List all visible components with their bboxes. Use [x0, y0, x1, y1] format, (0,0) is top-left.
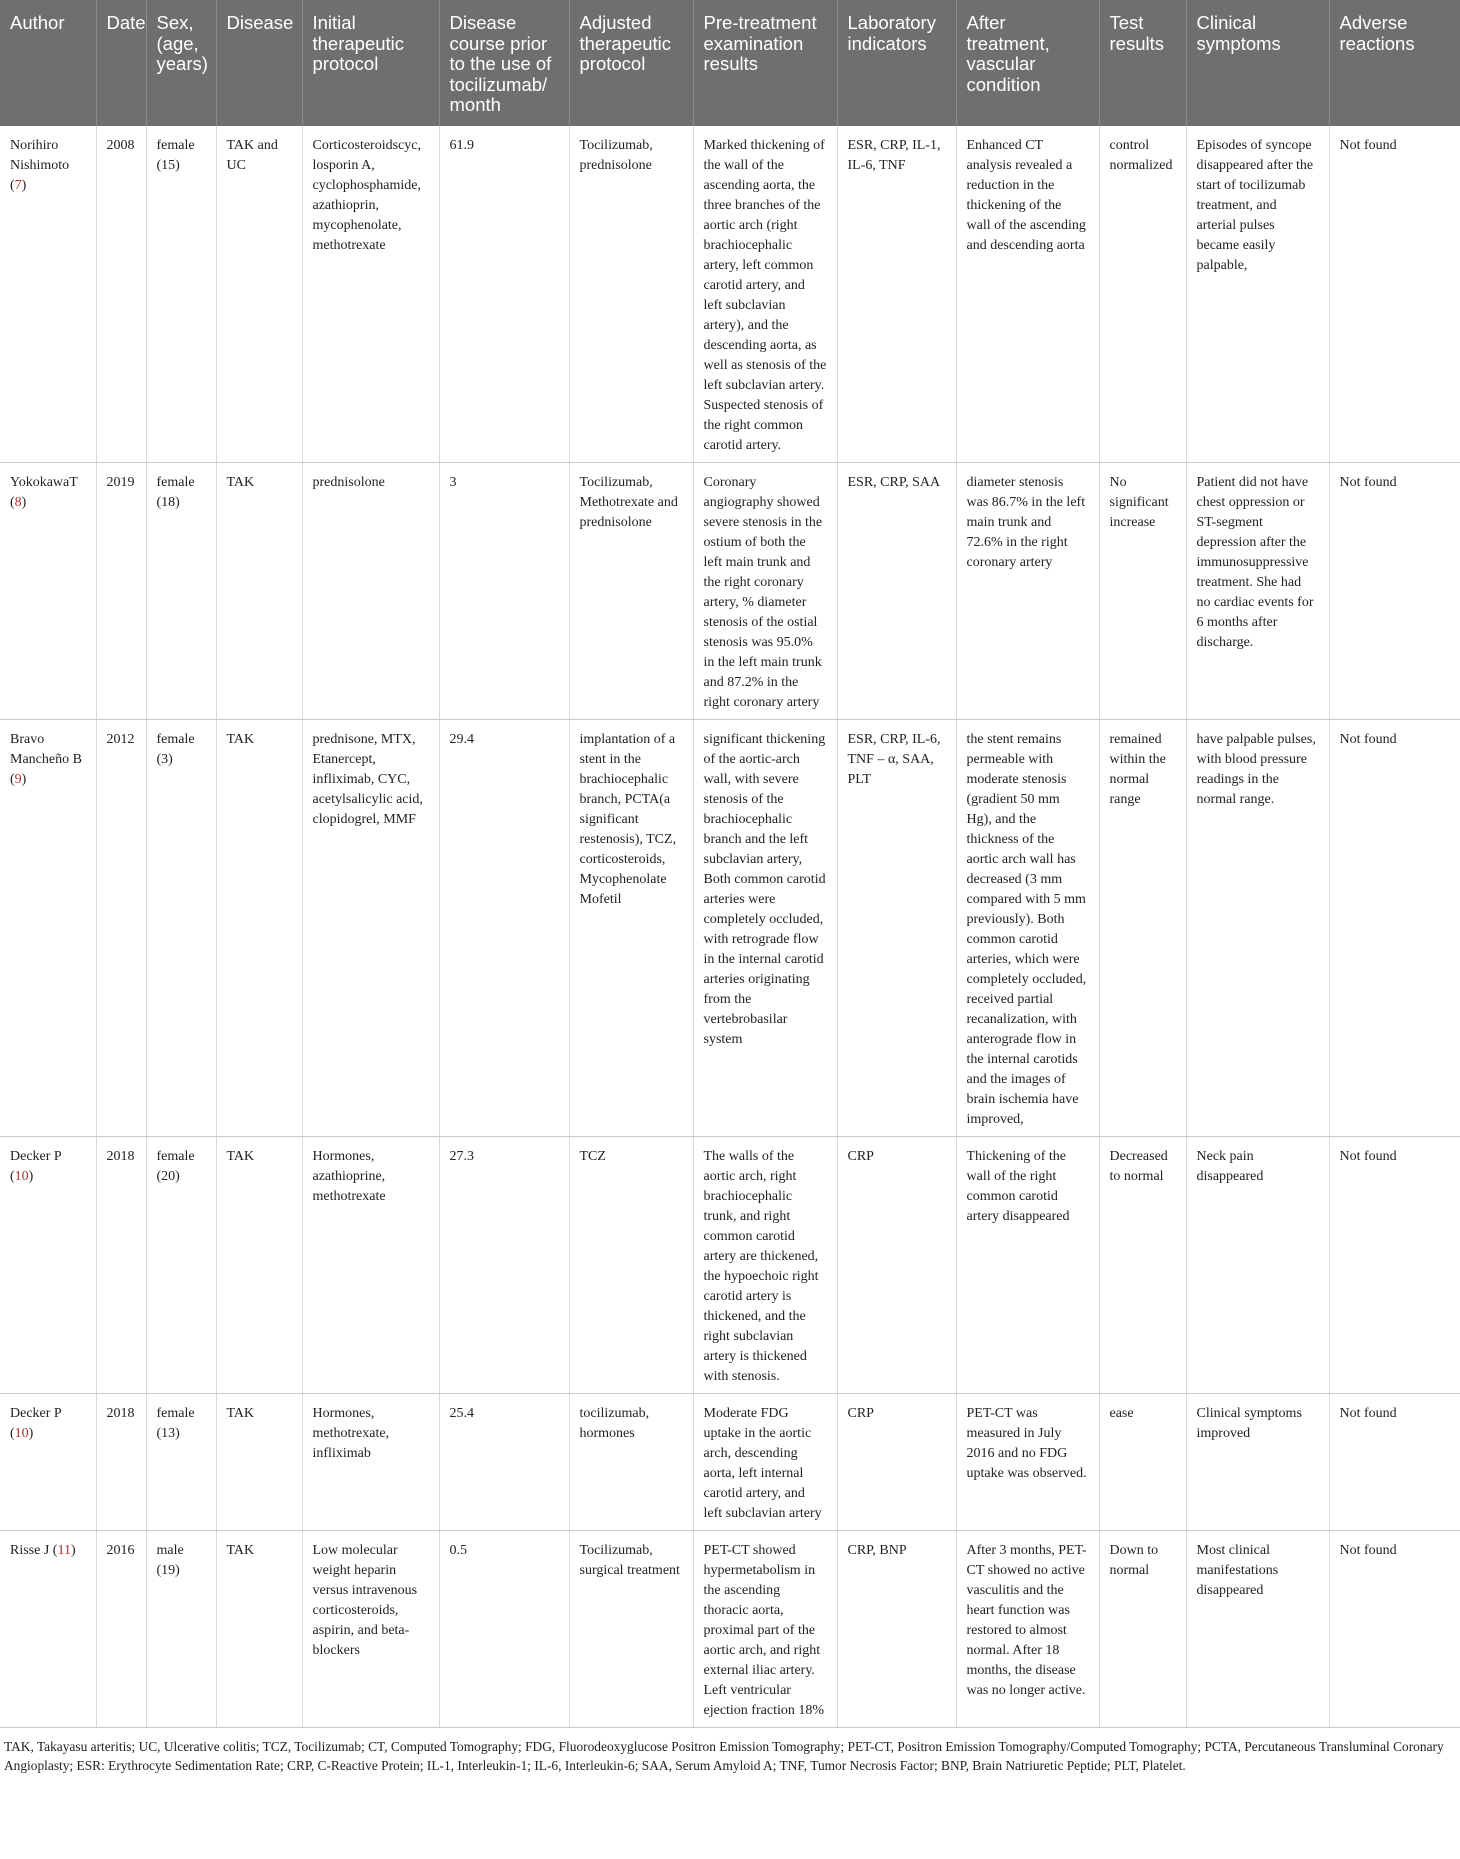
author-name: Norihiro Nishimoto	[10, 137, 70, 173]
cell-course: 27.3	[439, 1136, 569, 1393]
reference-link[interactable]: 11	[57, 1542, 71, 1558]
reference-link[interactable]: 8	[14, 494, 22, 510]
cell-date: 2016	[96, 1530, 146, 1727]
cell-pre: Marked thickening of the wall of the ascending aorta, the three branches of the aortic arch (right brachiocephalic artery, left common carotid artery, and left subclavian artery), and the descending aorta, as well as stenosis of the left subclavian artery. Suspected stenosis of the right common carotid artery.	[693, 126, 837, 463]
cell-adjusted: Tocilizumab, surgical treatment	[569, 1530, 693, 1727]
cell-initial: Corticosteroidscyc, losporin A, cyclophosphamide, azathioprin, mycophenolate, methotrexate	[302, 126, 439, 463]
cell-initial: Hormones, azathioprine, methotrexate	[302, 1136, 439, 1393]
cell-lab: ESR, CRP, SAA	[837, 462, 956, 719]
cell-adjusted: Tocilizumab, Methotrexate and prednisolone	[569, 462, 693, 719]
cell-disease: TAK	[216, 1393, 302, 1530]
cell-author: YokokawaT (8)	[0, 462, 96, 719]
cell-adjusted: Tocilizumab, prednisolone	[569, 126, 693, 463]
col-disease-header: Disease	[216, 0, 302, 126]
cell-author: Bravo Mancheño B (9)	[0, 719, 96, 1136]
cell-pre: PET-CT showed hypermetabolism in the ascending thoracic aorta, proximal part of the aortic arch, and right external iliac artery. Left ventricular ejection fraction 18%	[693, 1530, 837, 1727]
table-footnote: TAK, Takayasu arteritis; UC, Ulcerative colitis; TCZ, Tocilizumab; CT, Computed Tomography; FDG, Fluorodeoxyglucose Positron Emission Tomography; PET-CT, Positron Emission Tomography/Computed Tomography; PCTA, Percutaneous Transluminal Coronary Angioplasty; ESR: Erythrocyte Sedimentation Rate; CRP, C-Reactive Protein; IL-1, Interleukin-1; IL-6, Interleukin-6; SAA, Serum Amyloid A; TNF, Tumor Necrosis Factor; BNP, Brain Natriuretic Peptide; PLT, Platelet.	[4, 1738, 1444, 1773]
cell-course: 0.5	[439, 1530, 569, 1727]
cell-disease: TAK	[216, 462, 302, 719]
cell-adjusted: TCZ	[569, 1136, 693, 1393]
cell-lab: ESR, CRP, IL-1, IL-6, TNF	[837, 126, 956, 463]
cell-clinical: Patient did not have chest oppression or ST-segment depression after the immunosuppressive treatment. She had no cardiac events for 6 months after discharge.	[1186, 462, 1329, 719]
table-row	[0, 1530, 1460, 1727]
col-pre-header: Pre-treatment examination results	[693, 0, 837, 126]
cell-author: Norihiro Nishimoto (7)	[0, 126, 96, 463]
col-sex-header: Sex, (age, years)	[146, 0, 216, 126]
cell-after: After 3 months, PET-CT showed no active vasculitis and the heart function was restored to almost normal. After 18 months, the disease was no longer active.	[956, 1530, 1099, 1727]
cell-test: No significant increase	[1099, 462, 1186, 719]
col-date-header: Date	[96, 0, 146, 126]
cell-clinical: Episodes of syncope disappeared after the start of tocilizumab treatment, and arterial pulses became easily palpable,	[1186, 126, 1329, 463]
cell-after: the stent remains permeable with moderate stenosis (gradient 50 mm Hg), and the thickness of the aortic arch wall has decreased (3 mm compared with 5 mm previously). Both common carotid arteries, which were completely occluded, received partial recanalization, with anterograde flow in the internal carotids and the images of brain ischemia have improved,	[956, 719, 1099, 1136]
cell-author: Decker P (10)	[0, 1136, 96, 1393]
table-row	[0, 1393, 1460, 1530]
cell-test: remained within the normal range	[1099, 719, 1186, 1136]
table-row	[0, 719, 1460, 1136]
cell-sex: female (3)	[146, 719, 216, 1136]
cell-lab: ESR, CRP, IL-6, TNF – α, SAA, PLT	[837, 719, 956, 1136]
cell-sex: female (18)	[146, 462, 216, 719]
table-row	[0, 126, 1460, 463]
cell-author: Risse J (11)	[0, 1530, 96, 1727]
header-row	[0, 0, 1460, 126]
cell-pre: Coronary angiography showed severe stenosis in the ostium of both the left main trunk and the right coronary artery, % diameter stenosis of the ostial stenosis was 95.0% in the left main trunk and 87.2% in the right coronary artery	[693, 462, 837, 719]
col-clinical-header: Clinical symptoms	[1186, 0, 1329, 126]
reference-link[interactable]: 7	[14, 177, 22, 193]
cell-clinical: have palpable pulses, with blood pressure readings in the normal range.	[1186, 719, 1329, 1136]
cell-initial: Low molecular weight heparin versus intravenous corticosteroids, aspirin, and beta-blockers	[302, 1530, 439, 1727]
table-row	[0, 1136, 1460, 1393]
col-lab-header: Laboratory indicators	[837, 0, 956, 126]
cell-disease: TAK	[216, 719, 302, 1136]
cell-date: 2008	[96, 126, 146, 463]
cell-lab: CRP	[837, 1136, 956, 1393]
cell-sex: female (20)	[146, 1136, 216, 1393]
cell-pre: significant thickening of the aortic-arch wall, with severe stenosis of the brachiocephalic branch and the left subclavian artery, Both common carotid arteries were completely occluded, with retrograde flow in the internal carotid arteries originating from the vertebrobasilar system	[693, 719, 837, 1136]
cell-test: Decreased to normal	[1099, 1136, 1186, 1393]
cell-sex: male (19)	[146, 1530, 216, 1727]
author-name: Decker P	[10, 1148, 62, 1164]
cell-adverse: Not found	[1329, 462, 1460, 719]
cell-disease: TAK	[216, 1136, 302, 1393]
cell-after: Enhanced CT analysis revealed a reduction in the thickening of the wall of the ascending and descending aorta	[956, 126, 1099, 463]
cell-date: 2019	[96, 462, 146, 719]
cell-after: PET-CT was measured in July 2016 and no FDG uptake was observed.	[956, 1393, 1099, 1530]
col-author-header: Author	[0, 0, 96, 126]
cell-initial: Hormones, methotrexate, infliximab	[302, 1393, 439, 1530]
cell-course: 25.4	[439, 1393, 569, 1530]
cell-clinical: Most clinical manifestations disappeared	[1186, 1530, 1329, 1727]
reference-link[interactable]: 10	[14, 1168, 29, 1184]
cell-adverse: Not found	[1329, 1530, 1460, 1727]
col-course-header: Disease course prior to the use of tocilizumab/ month	[439, 0, 569, 126]
col-test-header: Test results	[1099, 0, 1186, 126]
cell-initial: prednisone, MTX, Etanercept, infliximab, CYC, acetylsalicylic acid, clopidogrel, MMF	[302, 719, 439, 1136]
cell-sex: female (13)	[146, 1393, 216, 1530]
cell-adverse: Not found	[1329, 1393, 1460, 1530]
cell-adverse: Not found	[1329, 719, 1460, 1136]
author-name: Risse J	[10, 1542, 50, 1558]
col-initial-header: Initial therapeutic protocol	[302, 0, 439, 126]
cell-after: diameter stenosis was 86.7% in the left main trunk and 72.6% in the right coronary artery	[956, 462, 1099, 719]
cell-date: 2018	[96, 1393, 146, 1530]
cell-lab: CRP	[837, 1393, 956, 1530]
cell-adverse: Not found	[1329, 1136, 1460, 1393]
cell-disease: TAK	[216, 1530, 302, 1727]
cell-after: Thickening of the wall of the right common carotid artery disappeared	[956, 1136, 1099, 1393]
cell-test: ease	[1099, 1393, 1186, 1530]
cell-adverse: Not found	[1329, 126, 1460, 463]
cell-lab: CRP, BNP	[837, 1530, 956, 1727]
cell-course: 29.4	[439, 719, 569, 1136]
table-row	[0, 462, 1460, 719]
cell-adjusted: implantation of a stent in the brachiocephalic branch, PCTA(a significant restenosis), TCZ, corticosteroids, Mycophenolate Mofetil	[569, 719, 693, 1136]
cell-date: 2012	[96, 719, 146, 1136]
cell-test: control normalized	[1099, 126, 1186, 463]
author-name: YokokawaT	[10, 474, 78, 490]
cell-sex: female (15)	[146, 126, 216, 463]
cell-course: 61.9	[439, 126, 569, 463]
cell-initial: prednisolone	[302, 462, 439, 719]
cell-pre: Moderate FDG uptake in the aortic arch, descending aorta, left internal carotid artery, and left subclavian artery	[693, 1393, 837, 1530]
author-name: Decker P	[10, 1405, 62, 1421]
cell-pre: The walls of the aortic arch, right brachiocephalic trunk, and right common carotid artery are thickened, the hypoechoic right carotid artery is thickened, and the right subclavian artery is thickened with stenosis.	[693, 1136, 837, 1393]
cell-course: 3	[439, 462, 569, 719]
cell-date: 2018	[96, 1136, 146, 1393]
cell-adjusted: tocilizumab, hormones	[569, 1393, 693, 1530]
col-adverse-header: Adverse reactions	[1329, 0, 1460, 126]
cell-author: Decker P (10)	[0, 1393, 96, 1530]
cell-clinical: Neck pain disappeared	[1186, 1136, 1329, 1393]
cell-disease: TAK and UC	[216, 126, 302, 463]
reference-link[interactable]: 10	[14, 1425, 29, 1441]
cell-test: Down to normal	[1099, 1530, 1186, 1727]
col-after-header: After treatment, vascular condition	[956, 0, 1099, 126]
col-adjusted-header: Adjusted therapeutic protocol	[569, 0, 693, 126]
cell-clinical: Clinical symptoms improved	[1186, 1393, 1329, 1530]
reference-link[interactable]: 9	[14, 771, 22, 787]
author-name: Bravo Mancheño B	[10, 731, 82, 767]
